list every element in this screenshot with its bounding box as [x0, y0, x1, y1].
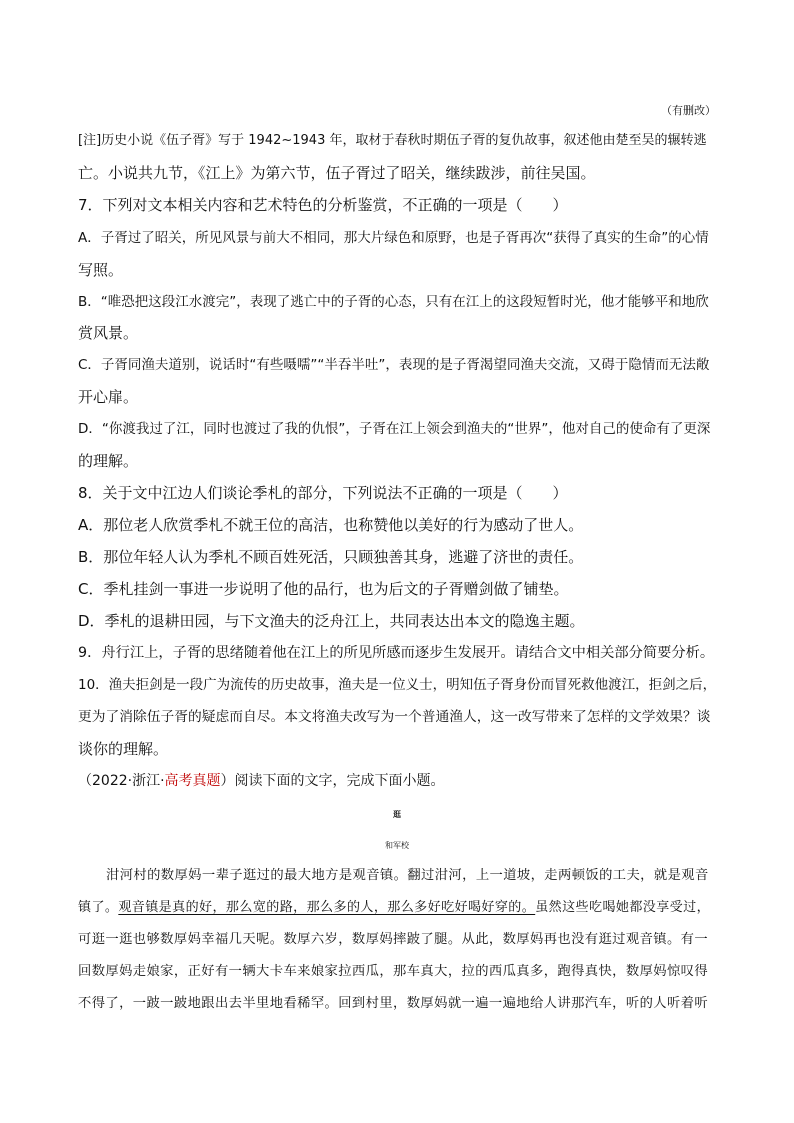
- story-line-2-end: 虽然这些吃喝她都没享受过，: [535, 900, 711, 915]
- question-8-option-c: C．季札挂剑一事进一步说明了他的品行，也为后文的子胥赠剑做了铺垫。: [78, 580, 569, 598]
- question-10-line-1: 10．渔夫拒剑是一段广为流传的历史故事，渔夫是一位义士，明知伍子胥身份而冒死救他渡江，拒剑之后，: [78, 677, 717, 693]
- question-8-option-b: B．那位年轻人认为季札不顾百姓死活，只顾独善其身，逃避了济世的责任。: [78, 548, 584, 566]
- question-7-option-c-cont: 开心扉。: [78, 388, 139, 406]
- question-7-option-a: A．子胥过了昭关，所见风景与前大不相同，那大片绿色和原野，也是子胥再次“获得了真实的生命”的心情: [78, 230, 709, 246]
- question-7-option-d-cont: 的理解。: [78, 452, 139, 470]
- question-8-option-d: D．季札的退耕田园，与下文渔夫的泛舟江上，共同表达出本文的隐逸主题。: [78, 612, 585, 630]
- question-7-stem: 7．下列对文本相关内容和艺术特色的分析鉴赏，不正确的一项是（ ）: [78, 196, 568, 214]
- question-7-option-d: D．“你渡我过了江，同时也渡过了我的仇恨”，子胥在江上领会到渔夫的“世界”，他对自己的使命有了更深: [78, 421, 711, 437]
- story-line-4: 回数厚妈走娘家，正好有一辆大卡车来娘家拉西瓜，那车真大，拉的西瓜真多，跑得真快，数厚妈惊叹得: [78, 964, 709, 979]
- story-line-2-start: 镇了。: [78, 900, 119, 915]
- source-prefix: （2022·浙江·: [78, 773, 165, 789]
- source-suffix: ）阅读下面的文字，完成下面小题。: [220, 773, 445, 789]
- passage-source: [78, 771, 445, 791]
- question-7-option-c: C．子胥同渔夫道别，说话时“有些嗫嚅”“半吞半吐”，表现的是子胥渴望同渔夫交流，又碍于隐情而无法敞: [78, 357, 710, 373]
- revision-note: （有删改）: [661, 104, 716, 117]
- question-7-option-b: B．“唯恐把这段江水渡完”，表现了逃亡中的子胥的心态，只有在江上的这段短暂时光，他才能够平和地欣: [78, 294, 709, 310]
- story-line-3: 可逛一逛也够数厚妈幸福几天呢。数厚六岁，数厚妈摔跛了腿。从此，数厚妈再也没有逛过观音镇。有一: [78, 932, 709, 947]
- story-author: 和军校: [385, 841, 409, 850]
- underlined-sentence: 观音镇是真的好，那么宽的路，那么多的人，那么多好吃好喝好穿的。: [118, 900, 536, 915]
- question-8-option-a: A．那位老人欣赏季札不就王位的高洁，也称赞他以美好的行为感动了世人。: [78, 516, 584, 534]
- question-7-option-b-cont: 赏风景。: [78, 324, 139, 342]
- story-line-1: 泔河村的数厚妈一辈子逛过的最大地方是观音镇。翻过泔河，上一道坡，走两顿饭的工夫，就是观音: [106, 868, 709, 883]
- question-10-line-2: 更为了消除伍子胥的疑虑而自尽。本文将渔夫改写为一个普通渔人，这一改写带来了怎样的文学效果？谈: [78, 709, 711, 725]
- story-title: 逛: [393, 809, 401, 819]
- story-line-2: [78, 898, 710, 918]
- exam-tag: 高考真题: [164, 773, 221, 789]
- question-10-line-3: 谈你的理解。: [78, 740, 169, 758]
- story-line-5: 不得了，一跛一跛地跟出去半里地看稀罕。回到村里，数厚妈就一遍一遍地给人讲那汽车，听的人听着听: [78, 996, 709, 1011]
- question-8-stem: 8．关于文中江边人们谈论季札的部分，下列说法不正确的一项是（ ）: [78, 484, 568, 502]
- question-9: 9．舟行江上，子胥的思绪随着他在江上的所见所感而逐步生发展开。请结合文中相关部分简要分析。: [78, 645, 715, 661]
- note-line-2: 亡。小说共九节，《江上》为第六节，伍子胥过了昭关，继续跋涉，前往吴国。: [78, 164, 596, 182]
- note-line-1: [注]历史小说《伍子胥》写于 1942~1943 年，取材于春秋时期伍子胥的复仇故事，叙述他由楚至吴的辗转逃: [78, 133, 707, 148]
- question-7-option-a-cont: 写照。: [78, 261, 124, 279]
